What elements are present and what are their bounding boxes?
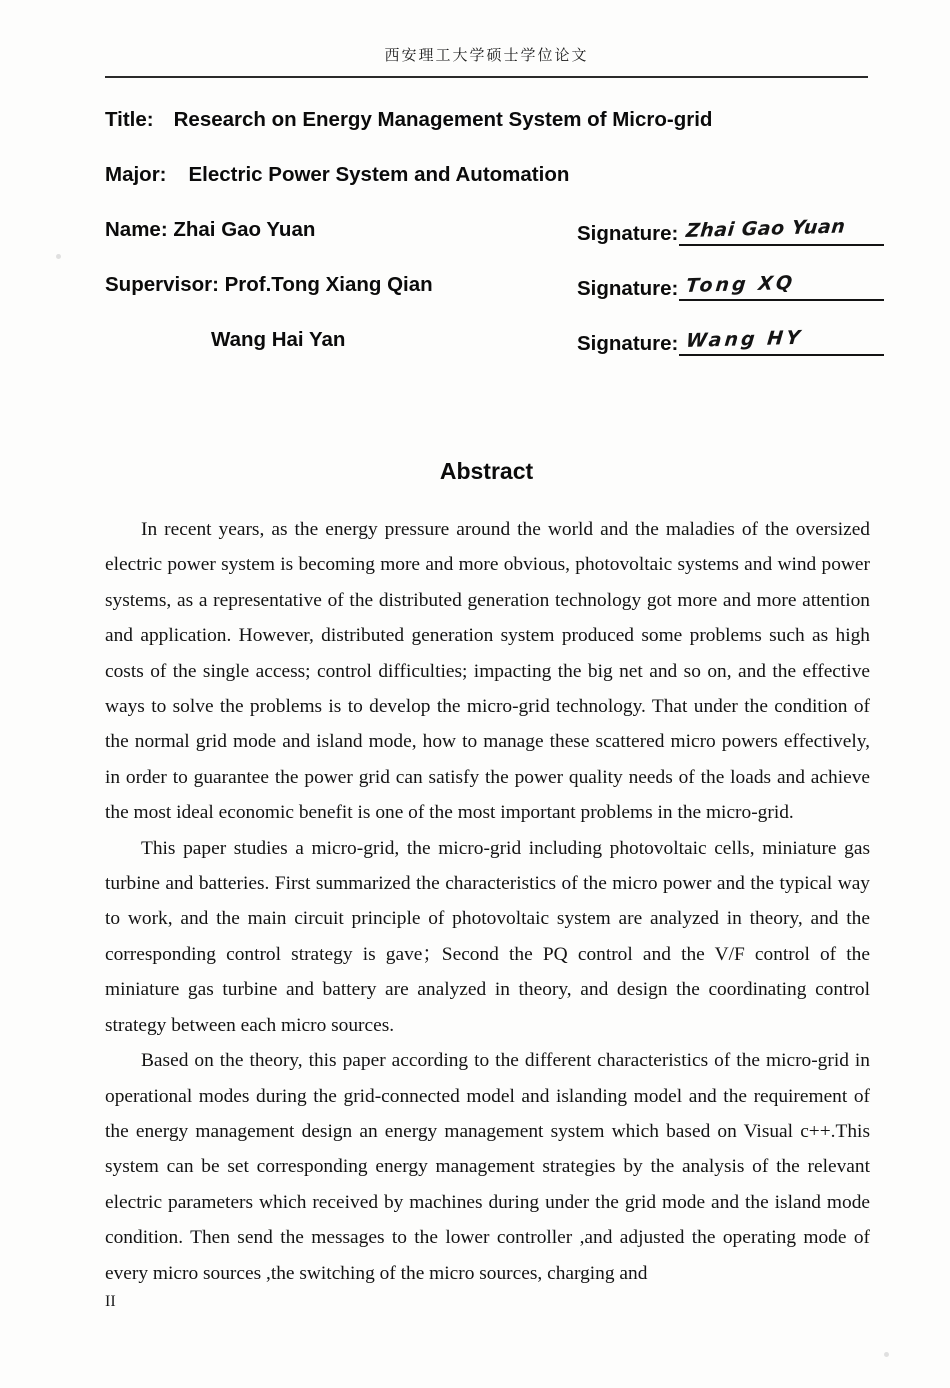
cosupervisor-name: Wang Hai Yan — [211, 328, 346, 351]
abstract-paragraph: This paper studies a micro-grid, the micro-grid including photovoltaic cells, miniature gas turbine and batteries. First summarized the characteristics of the micro power and the typical way to work, and the main circuit principle of photovoltaic system are analyzed in theory, and the corresponding control strategy is gave；Second the PQ control and the V/F control of the miniature gas turbine and battery are analyzed in theory, and design the coordinating control strategy between each micro sources. — [105, 837, 870, 1036]
meta-row-supervisor — [105, 273, 868, 328]
meta-row-major — [105, 163, 868, 218]
signature-group-supervisor — [577, 273, 884, 301]
title-label: Title: — [105, 108, 154, 131]
abstract-paragraph: In recent years, as the energy pressure around the world and the maladies of the oversized electric power system is becoming more and more obvious, photovoltaic systems and wind power systems, as a representative of the distributed generation technology got more and more attention and application. However, distributed generation system produced some problems such as high costs of the single access; control difficulties; impacting the big net and so on, and the effective ways to solve the problems is to develop the micro-grid technology. That under the condition of the normal grid mode and island mode, how to manage these scattered micro powers effectively, in order to guarantee the power grid can satisfy the power quality needs of the loads and achieve the most ideal economic benefit is one of the most important problems in the micro-grid. — [105, 519, 870, 824]
page-number: II — [105, 1293, 116, 1310]
meta-row-cosupervisor — [105, 328, 868, 383]
author-name: Name: Zhai Gao Yuan — [105, 218, 316, 241]
handwritten-signature-cosupervisor: Wang HY — [685, 326, 805, 352]
abstract-heading: Abstract — [439, 458, 534, 484]
meta-row-name — [105, 215, 868, 273]
signature-line-cosupervisor — [679, 328, 884, 356]
scan-speck — [56, 254, 61, 259]
major-value: Electric Power System and Automation — [188, 163, 570, 186]
major-label: Major: — [105, 163, 167, 186]
signature-label-supervisor: Signature: — [577, 277, 679, 300]
running-header: 西安理工大学硕士学位论文 — [384, 46, 589, 64]
signature-label-cosupervisor: Signature: — [577, 332, 679, 355]
thesis-meta-block — [105, 108, 868, 383]
handwritten-signature-supervisor: Tong XQ — [685, 271, 797, 297]
signature-line-supervisor — [679, 273, 884, 301]
page-title: Research on Energy Management System of Micro-grid — [173, 108, 713, 131]
handwritten-signature-author: Zhai Gao Yuan — [685, 215, 847, 242]
signature-line-author — [679, 215, 884, 246]
signature-label-author: Signature: — [577, 222, 679, 245]
header-rule — [105, 76, 868, 78]
supervisor-name: Supervisor: Prof.Tong Xiang Qian — [105, 273, 433, 296]
abstract-body — [105, 512, 870, 1291]
abstract-paragraph: Based on the theory, this paper according to the different characteristics of the micro-grid in operational modes during the grid-connected model and islanding model and the requirement of the energy management design an energy management system which based on Visual c++.This system can be set corresponding energy management strategies by the analysis of the relevant electric parameters which received by machines during under the grid mode and the island mode condition. Then send the messages to the lower controller ,and adjusted the operating mode of every micro sources ,the switching of the micro sources, charging and — [105, 1050, 870, 1284]
meta-row-title — [105, 108, 868, 163]
signature-group-author — [577, 215, 884, 246]
scan-speck — [884, 1352, 889, 1357]
signature-group-cosupervisor — [577, 328, 884, 356]
